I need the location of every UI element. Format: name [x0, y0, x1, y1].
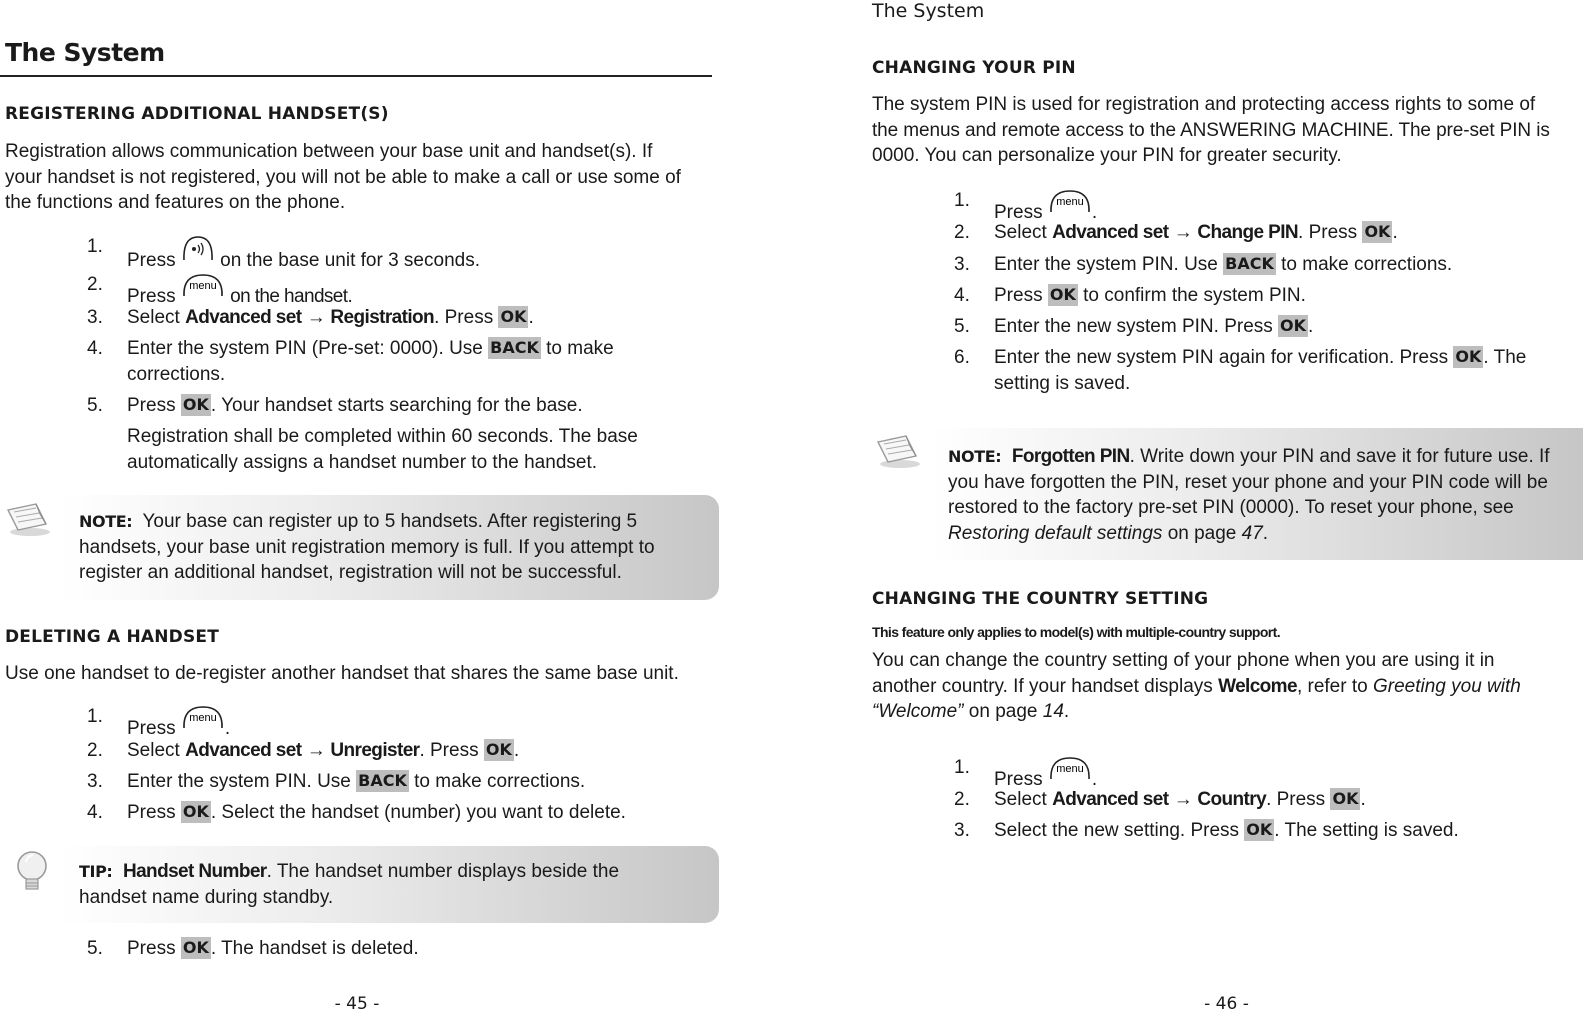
list-item: 1. Press on the base unit for 3 seconds. [87, 236, 480, 271]
list-item: 6. Enter the new system PIN again for verification. Press OK . The setting is saved. [954, 347, 1527, 394]
back-key-label: BACK [1225, 254, 1274, 273]
note-label: NOTE: [79, 512, 133, 531]
arrow-right-icon: → [306, 740, 326, 761]
list-item: 2. Press on the handset. [87, 274, 353, 307]
page-number: - 45 - [334, 994, 380, 1014]
page-46: The System CHANGING YOUR PIN The system PIN is used for registration and protecting access rights to some of the menus and remote access to the ANSWERING MACHINE. The pre-set PIN is 0000. You can personalize your PIN for greater security. 1. Press . 2. Select Advanced set → Change PIN. Press OK . 3. Enter the system PIN. Use BACK to make corrections. 4. Press OK to confirm the system PIN. 5. Enter the new system PIN. Press OK . 6. Enter the new system PIN again for verification. Press OK . The setting is saved. NOTE: Forgotten PIN. Write down your PIN and save it for future use. If you have forgotten the PIN, reset your phone and your PIN code will be restored to the factory pre-set PIN (0000). To reset your phone, see Restoring default settings on page 47. CHANGING THE COUNTRY SETTING This feature only applies to model(s) with multiple-country support. You can change the country setting of your phone when you are using it in another country. If your handset displays Welcome, refer to Greeting you with “Welcome” on page 14. 1. Press . 2. Select Advanced set → Country. Press OK . 3. Select the new setting. Press OK . The setting is saved. - 46 - [870, 0, 1583, 1021]
section-heading-deleting: DELETING A HANDSET [5, 627, 220, 647]
ok-key-label: OK [1332, 789, 1359, 808]
note-text: NOTE: Forgotten PIN. Write down your PIN and save it for future use. If you have forgotten the PIN, reset your phone and your PIN code will be restored to the factory pre-set PIN (0000). To reset your phone, see Restoring default settings on page 47. [948, 446, 1550, 544]
note-text: NOTE: Your base can register up to 5 handsets. After registering 5 handsets, your base unit registration memory is full. If you attempt to register an additional handset, registration will not be successful. [79, 511, 655, 583]
base-unit-button-icon [181, 234, 215, 264]
list-item: 1. Press . [954, 190, 1098, 223]
ok-key-label: OK [1455, 347, 1482, 366]
back-key-label: BACK [490, 338, 539, 357]
ok-key-label: OK [485, 740, 512, 759]
ok-key-label: OK [1246, 820, 1273, 839]
title-divider [0, 75, 712, 77]
arrow-right-icon: → [306, 307, 326, 328]
menu-button-icon [181, 704, 225, 732]
running-header: The System [872, 0, 985, 22]
back-key-label: BACK [358, 771, 407, 790]
ok-key-label: OK [182, 802, 209, 821]
arrow-right-icon: → [1173, 222, 1193, 243]
arrow-right-icon: → [1173, 789, 1193, 810]
ok-key-label: OK [1049, 285, 1076, 304]
menu-button-icon [1048, 188, 1092, 216]
country-intro: You can change the country setting of your phone when you are using it in another country. If your handset displays Welcome, refer to Greeting you with “Welcome” on page 14. [872, 650, 1521, 722]
note-paper-icon [2, 498, 52, 538]
note-paper-icon [872, 430, 922, 470]
note-label: NOTE: [948, 447, 1002, 466]
deleting-intro: Use one handset to de-register another handset that shares the same base unit. [5, 663, 679, 684]
menu-button-icon [1048, 755, 1092, 783]
section-heading-country: CHANGING THE COUNTRY SETTING [872, 589, 1209, 609]
section-heading-changing-pin: CHANGING YOUR PIN [872, 58, 1076, 78]
menu-button-icon [181, 272, 225, 300]
page-number: - 46 - [1204, 994, 1249, 1014]
ok-key-label: OK [1364, 222, 1391, 241]
tip-text: TIP: Handset Number. The handset number displays beside the handset name during standby. [79, 861, 620, 908]
tip-label: TIP: [79, 862, 113, 881]
list-item: 4. Enter the system PIN (Pre-set: 0000). Use BACK to make corrections. [87, 338, 614, 385]
ok-key-label: OK [500, 307, 527, 326]
registering-intro: Registration allows communication between your base unit and handset(s). If your handset is not registered, you will not be able to make a call or use some of the functions and features on the phone. [5, 141, 681, 213]
list-item: 1. Press . [954, 757, 1098, 790]
ok-key-label: OK [182, 938, 209, 957]
ok-key-label: OK [182, 395, 209, 414]
ok-key-label: OK [1280, 316, 1307, 335]
page-title: The System [5, 38, 165, 67]
page-45: The System REGISTERING ADDITIONAL HANDSET(S) Registration allows communication between your base unit and handset(s). If your handset is not registered, you will not be able to make a call or use some of the functions and features on the phone. 1. Press on the base unit for 3 seconds. 2. Press on the handset. 3. Select Advanced set → Registration. Press OK . 4. Enter the system PIN (Pre-set: 0000). Use BACK to make corrections. 5. Press OK . Your handset starts searching for the base. Registration shall be completed within 60 seconds. The base automatically assigns a handset number to the handset. NOTE: Your base can register up to 5 handsets. After registering 5 handsets, your base unit registration memory is full. If you attempt to register an additional handset, registration will not be successful. DELETING A HANDSET Use one handset to de-register another handset that shares the same base unit. 1. Press . 2. Select Advanced set → Unregister. Press OK . 3. Enter the system PIN. Use BACK to make corrections. 4. Press OK . Select the handset (number) you want to delete. TIP: Handset Number. The handset number displays beside the handset name during standby. 5. Press OK . The handset is deleted. - 45 - [0, 0, 730, 1021]
section-heading-registering: REGISTERING ADDITIONAL HANDSET(S) [5, 104, 389, 124]
model-applicability-note: This feature only applies to model(s) with multiple-country support. [872, 624, 1281, 640]
changing-pin-intro: The system PIN is used for registration and protecting access rights to some of the menus and remote access to the ANSWERING MACHINE. The pre-set PIN is 0000. You can personalize your PIN for greater security. [872, 94, 1550, 166]
list-item: 1. Press . [87, 706, 231, 739]
lightbulb-icon [12, 848, 52, 898]
list-item: 5. Press OK . Your handset starts searching for the base. Registration shall be completed within 60 seconds. The base automatically assigns a handset number to the handset. [87, 395, 638, 473]
